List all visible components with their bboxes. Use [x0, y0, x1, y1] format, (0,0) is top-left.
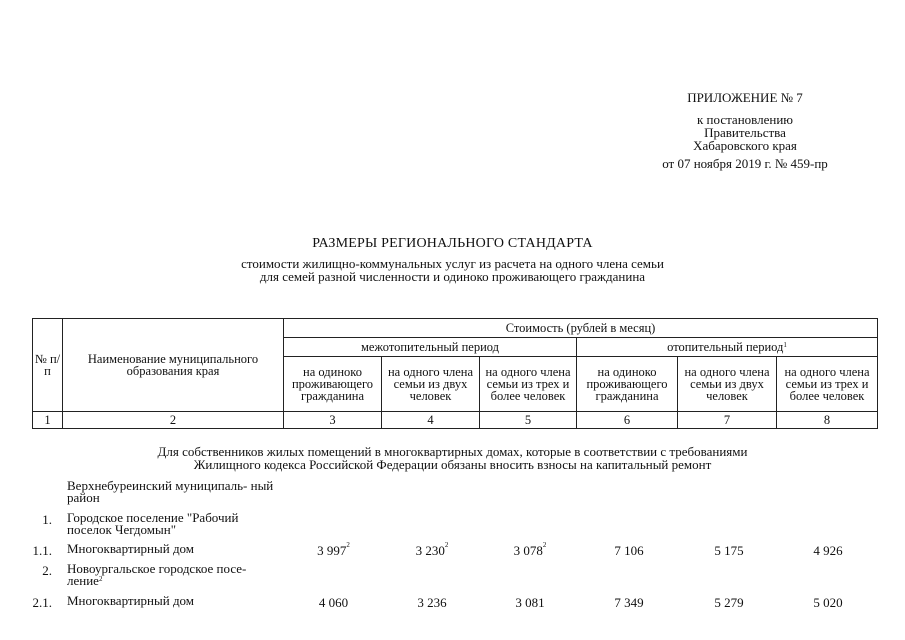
row-number: 2.	[42, 563, 52, 578]
column-number: 1	[33, 412, 63, 429]
header-col-single: на одиноко проживающего гражданина	[577, 357, 678, 412]
header-cost: Стоимость (рублей в месяц)	[284, 319, 878, 338]
value-cell: 3 236	[417, 595, 447, 610]
header-col-three: на одного члена семьи из трех и более человек	[777, 357, 878, 412]
appendix-title: ПРИЛОЖЕНИЕ № 7	[687, 90, 803, 105]
document-subtitle: стоимости жилищно-коммунальных услуг из расчета на одного члена семьи	[241, 256, 664, 271]
appendix-line: Хабаровского края	[693, 138, 797, 153]
row-name	[67, 563, 282, 587]
footnote-mark: 1	[783, 341, 787, 349]
row-name: Многоквартирный дом	[67, 541, 195, 556]
row-name-text: Новоургальское городское посе- ление	[67, 561, 247, 588]
row-number: 2.1.	[32, 595, 52, 610]
header-col-single: на одиноко проживающего гражданина	[284, 357, 382, 412]
appendix-line: к постановлению	[696, 112, 794, 127]
value-cell: 7 106	[614, 543, 644, 558]
value-cell	[383, 543, 481, 559]
header-num: № п/п	[33, 319, 63, 412]
column-number: 5	[480, 412, 577, 429]
value: 3 997	[317, 543, 347, 558]
section-heading: Жилищного кодекса Российской Федерации обязаны вносить взносы на капитальный ремонт	[193, 457, 712, 472]
heating-period-label: отопительный период	[667, 340, 784, 354]
value-cell: 4 926	[813, 543, 843, 558]
footnote-mark: 2	[542, 541, 547, 549]
row-name: Многоквартирный дом	[67, 593, 195, 608]
value-cell: 5 175	[714, 543, 744, 558]
standards-table-header	[32, 318, 878, 429]
header-col-three: на одного члена семьи из трех и более человек	[480, 357, 577, 412]
column-number: 4	[382, 412, 480, 429]
row-number: 1.	[42, 512, 52, 527]
header-non-heating-period: межотопительный период	[284, 338, 577, 357]
column-number: 6	[577, 412, 678, 429]
value-cell: 3 081	[515, 595, 545, 610]
document-title: РАЗМЕРЫ РЕГИОНАЛЬНОГО СТАНДАРТА	[312, 236, 593, 251]
appendix-line: Правительства	[704, 125, 786, 140]
footnote-mark: 2	[444, 541, 449, 549]
section-heading: Для собственников жилых помещений в многоквартирных домах, которые в соответствии с требованиями	[157, 444, 748, 459]
row-name: Городское поселение "Рабочий поселок Чегдомын"	[67, 510, 239, 537]
appendix-date-line: от 07 ноября 2019 г. № 459-пр	[662, 156, 828, 171]
value-cell: 5 020	[813, 595, 843, 610]
value: 3 230	[415, 543, 445, 558]
document-subtitle: для семей разной численности и одиноко проживающего гражданина	[259, 269, 646, 284]
column-number: 8	[777, 412, 878, 429]
row-number: 1.1.	[32, 543, 52, 558]
value-cell	[482, 543, 578, 559]
column-number: 7	[678, 412, 777, 429]
column-number: 3	[284, 412, 382, 429]
value-cell: 5 279	[714, 595, 744, 610]
value: 3 078	[513, 543, 543, 558]
district-name: Верхнебуреинский муниципаль- ный район	[67, 478, 274, 505]
footnote-mark: 2	[346, 541, 350, 549]
header-heating-period	[577, 338, 878, 357]
value-cell: 7 349	[614, 595, 644, 610]
value-cell	[285, 543, 382, 559]
header-col-two: на одного члена семьи из двух человек	[382, 357, 480, 412]
value-cell: 4 060	[318, 595, 349, 610]
column-number: 2	[63, 412, 284, 429]
header-name: Наименование муниципального образования края	[63, 319, 284, 412]
header-col-two: на одного члена семьи из двух человек	[678, 357, 777, 412]
footnote-mark: 2	[98, 575, 103, 583]
